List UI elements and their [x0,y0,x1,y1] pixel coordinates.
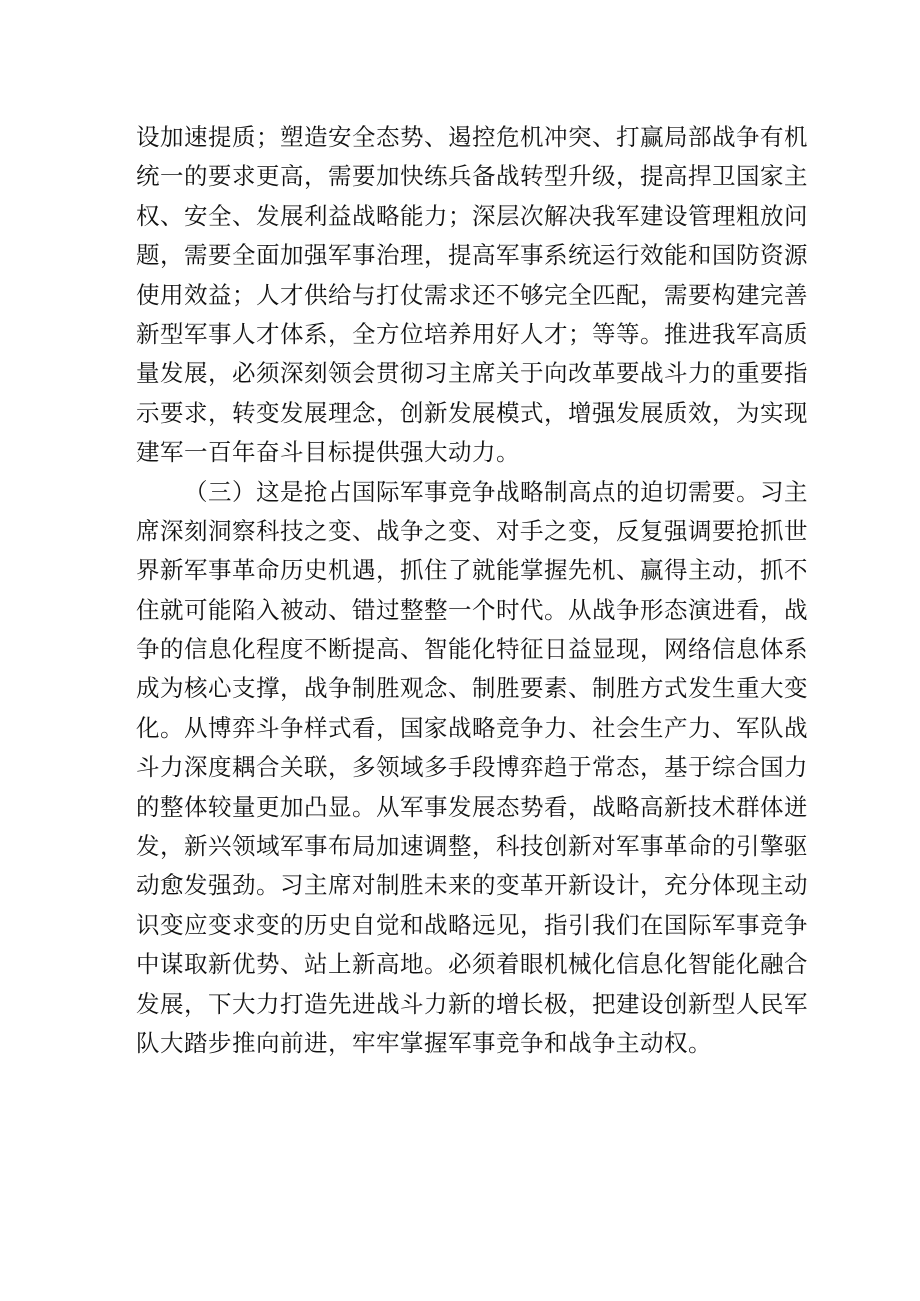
paragraph-line: 中谋取新优势、站上新高地。必须着眼机械化信息化智能化融合 [136,950,808,979]
paragraph-heading-line: （三）这是抢占国际军事竞争战略制高点的迫切需要。习主 [184,477,808,506]
paragraph-line: 住就可能陷入被动、错过整整一个时代。从战争形态演进看，战 [136,595,808,624]
paragraph-line: 斗力深度耦合关联，多领域多手段博弈趋于常态，基于综合国力 [136,753,808,782]
paragraph-line: 权、安全、发展利益战略能力；深层次解决我军建设管理粗放问 [136,201,808,230]
paragraph-line: 界新军事革命历史机遇，抓住了就能掌握先机、赢得主动，抓不 [136,556,808,585]
paragraph-line: 量发展，必须深刻领会贯彻习主席关于向改革要战斗力的重要指 [136,359,808,388]
paragraph-2 [136,473,808,1064]
paragraph-line: 建军一百年奋斗目标提供强大动力。 [136,438,520,467]
paragraph-line: 统一的要求更高，需要加快练兵备战转型升级，提高捍卫国家主 [136,162,808,191]
paragraph-line: 新型军事人才体系，全方位培养用好人才；等等。推进我军高质 [136,319,808,348]
paragraph-line: 动愈发强劲。习主席对制胜未来的变革开新设计，充分体现主动 [136,871,808,900]
paragraph-line: 示要求，转变发展理念，创新发展模式，增强发展质效，为实现 [136,398,808,427]
paragraph-line: 识变应变求变的历史自觉和战略远见，指引我们在国际军事竞争 [136,910,808,939]
paragraph-1 [136,118,808,473]
body-text [136,118,808,1063]
paragraph-line: 化。从博弈斗争样式看，国家战略竞争力、社会生产力、军队战 [136,713,808,742]
paragraph-line: 的整体较量更加凸显。从军事发展态势看，战略高新技术群体迸 [136,792,808,821]
paragraph-line: 设加速提质；塑造安全态势、遏控危机冲突、打赢局部战争有机 [136,123,808,151]
paragraph-line: 发，新兴领域军事布局加速调整，科技创新对军事革命的引擎驱 [136,832,808,861]
paragraph-line: 席深刻洞察科技之变、战争之变、对手之变，反复强调要抢抓世 [136,516,808,545]
paragraph-line: 成为核心支撑，战争制胜观念、制胜要素、制胜方式发生重大变 [136,674,808,703]
paragraph-line: 队大踏步推向前进，牢牢掌握军事竞争和战争主动权。 [136,1028,712,1057]
paragraph-line: 题，需要全面加强军事治理，提高军事系统运行效能和国防资源 [136,241,808,270]
paragraph-line: 使用效益；人才供给与打仗需求还不够完全匹配，需要构建完善 [136,280,808,309]
paragraph-line: 争的信息化程度不断提高、智能化特征日益显现，网络信息体系 [136,635,808,664]
paragraph-line: 发展，下大力打造先进战斗力新的增长极，把建设创新型人民军 [136,989,808,1018]
